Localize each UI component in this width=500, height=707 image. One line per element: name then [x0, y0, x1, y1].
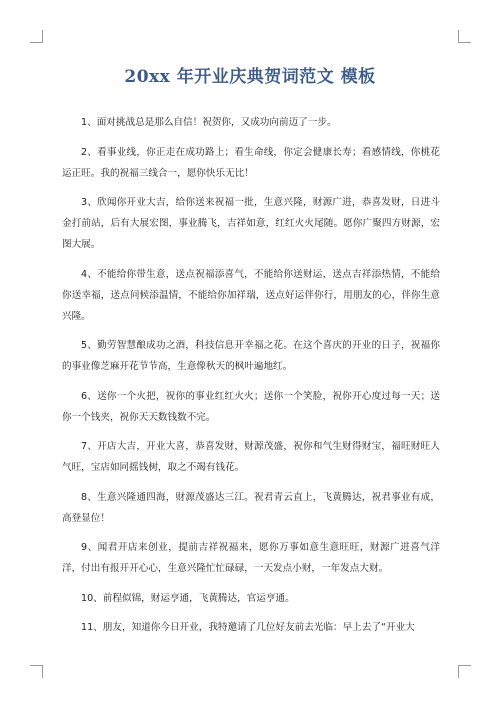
paragraph: 9、闻君开店来创业，提前吉祥祝福来，愿你万事如意生意旺旺，财源广进喜气洋洋，付出有报开开心心，生意兴隆忙忙碌碌，一天发点小财，一年发点大财。 — [62, 542, 440, 574]
paragraph: 8、生意兴隆通四海，财源茂盛达三江。祝君青云直上，飞黄腾达，祝君事业有成，高登显位！ — [62, 491, 440, 524]
paragraph: 2、看事业线，你正走在成功路上；看生命线，你定会健康长寿；看感情线，你桃花运正旺。我的祝福三线合一，愿你快乐无比！ — [62, 146, 440, 179]
paragraph: 6、送你一个火把，祝你的事业红红火火；送你一个笑脸，祝你开心度过每一天；送你一个钱夹，祝你天天数钱数不完。 — [62, 390, 440, 423]
paragraph: 10、前程似锦，财运亨通，飞黄腾达，官运亨通。 — [81, 592, 295, 604]
paragraph: 1、面对挑战总是那么自信！祝贺你，又成功向前迈了一步。 — [81, 117, 337, 128]
document-title: 20xx 年开业庆典贺词范文 模板 — [124, 67, 376, 87]
crop-mark-top-left — [30, 30, 43, 43]
paragraph: 3、欣闻你开业大吉，给你送来祝福一批，生意兴隆，财源广进，恭喜发财，日进斗金打前站，后有大展宏图，事业腾飞，吉祥如意，红红火火尾随。愿你广聚四方财源，宏图大展。 — [62, 197, 440, 250]
paragraph: 11、朋友，知道你今日开业，我特邀请了几位好友前去光临：早上去了“开业大 — [81, 622, 415, 633]
document-body — [62, 112, 440, 647]
crop-mark-bottom-left — [30, 665, 43, 678]
paragraph: 5、勤劳智慧酿成功之酒，科技信息开幸福之花。在这个喜庆的开业的日子，祝福你的事业像芝麻开花节节高，生意像秋天的枫叶遍地红。 — [62, 340, 440, 372]
paragraph: 4、不能给你带生意，送点祝福添喜气，不能给你送财运，送点吉祥添热情，不能给你送幸福，送点问候添温情，不能给你加祥瑞，送点好运伴你行，用朋友的心，伴你生意兴隆。 — [62, 268, 440, 322]
paragraph: 7、开店大吉，开业大喜，恭喜发财，财源茂盛，祝你和气生财得财宝，福旺财旺人气旺，宝店如同摇钱树，取之不竭有钱花。 — [62, 441, 440, 473]
crop-mark-bottom-right — [458, 665, 471, 678]
crop-mark-top-right — [458, 30, 471, 43]
